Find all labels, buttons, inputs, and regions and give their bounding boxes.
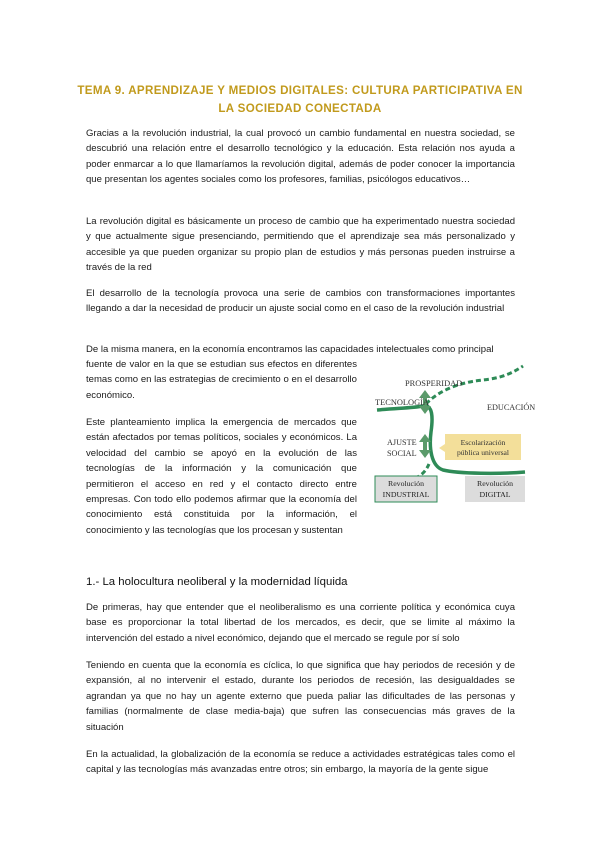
paragraph-industrial-revolution: Gracias a la revolución industrial, la cual provocó un cambio fundamental en nuestra sociedad, se descubrió una relación entre el desarrollo tecnológico y la educación. Esta relación nos ayuda a poder enmarcar a lo que llamaríamos la revolución digital, además de poder conocer la importancia que presentan los agentes sociales como los profesores, familias, psicólogos educativos… bbox=[86, 128, 515, 186]
paragraph-globalization: En la actualidad, la globalización de la economía se reduce a actividades estratégicas tales como el capital y las tecnologías más avanzadas entre otros; sin embargo, la mayoría de la gente sigue bbox=[86, 749, 515, 776]
paragraph-cyclic-economy: Teniendo en cuenta que la economía es cíclica, lo que significa que hay periodos de recesión y de expansión, al no intervenir el estado, durante los periodos de recesión, las desigualdades se agrandan ya que no hay un agente externo que pueda paliar las dificultades de las personas y familias (normalmente de clase media-baja) que sufren las consecuencias más graves de la situación bbox=[86, 660, 515, 733]
label-educacion: EDUCACIÓN bbox=[487, 403, 536, 412]
paragraph-neoliberalism: De primeras, hay que entender que el neoliberalismo es una corriente política y económica cuya base es proporcionar la total libertad de los mercados, es decir, que se limite al máximo la intervención del estado a nivel económico, dejando que el mercado se regule por sí solo bbox=[86, 602, 515, 644]
section-heading: 1.- La holocultura neoliberal y la modernidad líquida bbox=[86, 576, 348, 588]
paragraph-technology-development: El desarrollo de la tecnología provoca una serie de cambios con transformaciones importantes llegando a dar la necesidad de producir un ajuste social como en el caso de la revolución industrial bbox=[86, 288, 515, 315]
paragraph-markets: Este planteamiento implica la emergencia de mercados que están afectados por temas políticos, sociales y económicos. La velocidad del cambio se apoyó en la evolución de las tecnologías de la información y la comunicación que permitieron el acceso en red y el contacto directo entre empresas. Con todo ello podemos afirmar que la economía del conocimiento está constituida por la información, el conocimiento y las tecnologías que los procesan y sustentan bbox=[86, 417, 357, 536]
label-revolucion-industrial-2: INDUSTRIAL bbox=[382, 490, 430, 499]
label-prosperidad: PROSPERIDAD bbox=[405, 379, 463, 388]
label-social: SOCIAL bbox=[387, 449, 417, 458]
paragraph-digital-revolution: La revolución digital es básicamente un proceso de cambio que ha experimentado nuestra sociedad y que actualmente sigue presenciando, permitiendo que el aprendizaje sea más personalizado y accesible ya que pueden organizar su propio plan de estudios y más personas pueden instruirse a través de la red bbox=[86, 216, 515, 274]
paragraph-economy-rest: fuente de valor en la que se estudian sus efectos en diferentes temas como en las estrategias de crecimiento o en el desarrollo económico. bbox=[86, 359, 357, 401]
document-title: TEMA 9. APRENDIZAJE Y MEDIOS DIGITALES: CULTURA PARTICIPATIVA EN LA SOCIEDAD CONECTADA bbox=[77, 84, 523, 115]
paragraph-economy-line1: De la misma manera, en la economía encontramos las capacidades intelectuales como principal bbox=[86, 344, 494, 355]
label-escolarizacion: Escolarización bbox=[460, 438, 506, 447]
label-publica-universal: pública universal bbox=[456, 448, 510, 457]
label-revolucion-industrial-1: Revolución bbox=[388, 479, 424, 488]
label-revolucion-digital-1: Revolución bbox=[477, 479, 513, 488]
label-revolucion-digital-2: DIGITAL bbox=[479, 490, 511, 499]
label-tecnologia: TECNOLOGÍA bbox=[375, 398, 429, 407]
revolution-diagram-svg bbox=[371, 362, 536, 512]
revolution-diagram bbox=[371, 362, 536, 512]
label-ajuste: AJUSTE bbox=[387, 438, 417, 447]
